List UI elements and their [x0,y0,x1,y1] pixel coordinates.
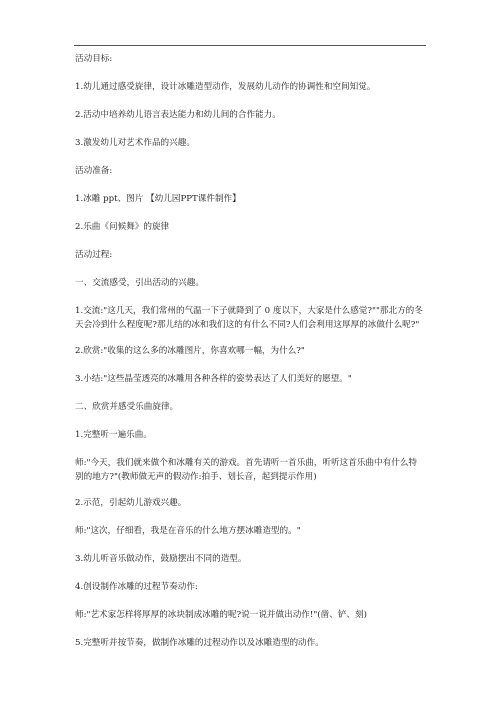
paragraph: 1.交流:"这几天，我们常州的气温一下子就降到了 0 度以下，大家是什么感觉?""那北方的冬天会冷到什么程度呢?那儿结的冰和我们这的有什么不同?人们会利用这厚厚的冰做什么呢?" [75,306,423,330]
section-heading-preparation: 活动准备: [75,166,113,176]
paragraph: 3.小结:"这些晶莹透亮的冰雕用各种各样的姿势表达了人们美好的愿望。" [75,374,352,384]
subsection-heading: 二、欣赏并感受乐曲旋律。 [75,402,179,412]
document-body [75,52,425,650]
paragraph: 2.活动中培养幼儿语言表达能力和幼儿间的合作能力。 [75,110,281,120]
paragraph: 3.幼儿听音乐做动作，鼓励摆出不同的造型。 [75,554,247,564]
paragraph: 5.完整听并按节奏，做制作冰雕的过程动作以及冰雕造型的动作。 [75,638,324,648]
paragraph: 师:"今天，我们就来做个和冰雕有关的游戏。首先请听一首乐曲，听听这首乐曲中有什么特别的地方?"(教师做无声的假动作:拍手、划长音，起到提示作用) [75,458,418,482]
paragraph: 师:"艺术家怎样将厚厚的冰块制成冰雕的呢?说一说并做出动作!"(凿、铲、刻) [75,610,367,620]
paragraph: 4.创设制作冰雕的过程节奏动作: [75,582,198,592]
paragraph: 2.乐曲《问候舞》的旋律 [75,222,170,232]
section-heading-goals: 活动目标: [75,54,113,64]
paragraph: 1.完整听一遍乐曲。 [75,430,152,440]
header-rule [74,45,426,46]
subsection-heading: 一、交流感受，引出活动的兴趣。 [75,278,204,288]
section-heading-process: 活动过程: [75,250,113,260]
paragraph: 3.激发幼儿对艺术作品的兴趣。 [75,138,195,148]
paragraph: 1.冰雕 ppt、图片 【幼儿园PPT课件制作】 [75,194,241,204]
paragraph: 师:"这次，仔细看，我是在音乐的什么地方摆冰雕造型的。" [75,526,301,536]
paragraph: 1.幼儿通过感受旋律，设计冰雕造型动作，发展幼儿动作的协调性和空间知觉。 [75,82,376,92]
paragraph: 2.示范，引起幼儿游戏兴趣。 [75,498,187,508]
paragraph: 2.欣赏:"收集的这么多的冰雕图片，你喜欢哪一幅，为什么?" [75,346,305,356]
